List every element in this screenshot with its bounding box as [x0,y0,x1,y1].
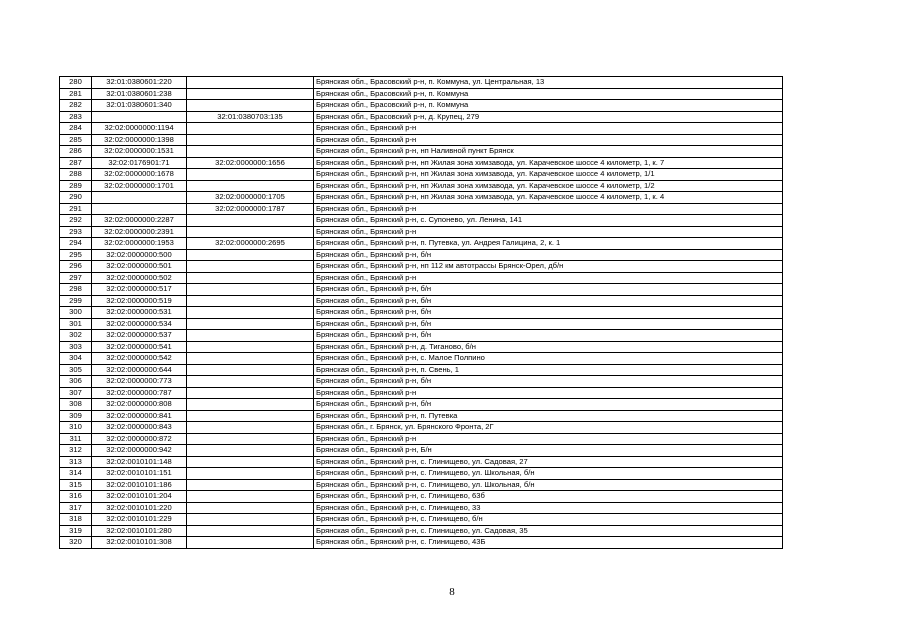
cadastral-number-cell: 32:02:0176901:71 [92,157,187,169]
cadastral-number-cell [92,192,187,204]
address-cell: Брянская обл., Брянский р-н [314,387,783,399]
table-row [60,502,783,514]
new-cadastral-number-cell [187,456,314,468]
new-cadastral-number-cell [187,100,314,112]
cadastral-number-cell: 32:02:0010101:280 [92,525,187,537]
cadastral-number-cell: 32:01:0380601:220 [92,77,187,89]
cadastral-number-cell: 32:02:0000000:2287 [92,215,187,227]
new-cadastral-number-cell: 32:02:0000000:1705 [187,192,314,204]
new-cadastral-number-cell [187,468,314,480]
cadastral-number-cell: 32:02:0010101:204 [92,491,187,503]
address-cell: Брянская обл., Брянский р-н, с. Малое Полпино [314,353,783,365]
address-cell: Брянская обл., Брянский р-н [314,226,783,238]
table-row [60,468,783,480]
new-cadastral-number-cell [187,261,314,273]
new-cadastral-number-cell [187,134,314,146]
new-cadastral-number-cell [187,537,314,549]
cadastral-number-cell: 32:02:0000000:808 [92,399,187,411]
table-row [60,364,783,376]
row-number-cell: 312 [60,445,92,457]
table-row [60,238,783,250]
row-number-cell: 300 [60,307,92,319]
cadastral-number-cell: 32:02:0000000:843 [92,422,187,434]
row-number-cell: 285 [60,134,92,146]
cadastral-number-cell: 32:02:0000000:531 [92,307,187,319]
address-cell: Брянская обл., Брянский р-н, с. Глинищево, б/н [314,514,783,526]
table-row [60,77,783,89]
new-cadastral-number-cell [187,284,314,296]
row-number-cell: 291 [60,203,92,215]
cadastral-number-cell: 32:02:0000000:2391 [92,226,187,238]
cadastral-number-cell: 32:02:0000000:787 [92,387,187,399]
cadastral-number-cell: 32:02:0000000:1194 [92,123,187,135]
row-number-cell: 288 [60,169,92,181]
new-cadastral-number-cell [187,249,314,261]
row-number-cell: 304 [60,353,92,365]
table-row [60,88,783,100]
cadastral-number-cell: 32:01:0380601:238 [92,88,187,100]
table-row [60,134,783,146]
address-cell: Брянская обл., Брянский р-н, с. Глинищево, ул. Садовая, 27 [314,456,783,468]
table-row [60,479,783,491]
cadastral-number-cell: 32:02:0000000:872 [92,433,187,445]
table-row [60,330,783,342]
row-number-cell: 282 [60,100,92,112]
row-number-cell: 310 [60,422,92,434]
cadastral-number-cell: 32:02:0000000:942 [92,445,187,457]
table-row [60,203,783,215]
table-row [60,272,783,284]
table-row [60,180,783,192]
row-number-cell: 305 [60,364,92,376]
address-cell: Брянская обл., Брянский р-н, с. Глинищево, ул. Школьная, б/н [314,479,783,491]
address-cell: Брянская обл., г. Брянск, ул. Брянского Фронта, 2Г [314,422,783,434]
address-cell: Брянская обл., Брасовский р-н, п. Коммуна [314,100,783,112]
row-number-cell: 287 [60,157,92,169]
new-cadastral-number-cell [187,364,314,376]
new-cadastral-number-cell [187,433,314,445]
table-row [60,249,783,261]
cadastral-number-cell: 32:01:0380601:340 [92,100,187,112]
address-cell: Брянская обл., Брянский р-н, б/н [314,284,783,296]
address-cell: Брянская обл., Брянский р-н, б/н [314,399,783,411]
row-number-cell: 293 [60,226,92,238]
cadastral-number-cell: 32:02:0000000:501 [92,261,187,273]
table-row [60,353,783,365]
address-cell: Брянская обл., Брянский р-н, с. Глинищево, 43Б [314,537,783,549]
new-cadastral-number-cell [187,341,314,353]
new-cadastral-number-cell [187,330,314,342]
address-cell: Брянская обл., Брасовский р-н, п. Коммуна, ул. Центральная, 13 [314,77,783,89]
table-row [60,410,783,422]
row-number-cell: 298 [60,284,92,296]
table-row [60,192,783,204]
address-cell: Брянская обл., Брянский р-н, с. Глинищево, 33 [314,502,783,514]
address-cell: Брянская обл., Брянский р-н, с. Глинищево, ул. Школьная, б/н [314,468,783,480]
address-cell: Брянская обл., Брянский р-н, нп Жилая зона химзавода, ул. Карачевское шоссе 4 километр, 1/2 [314,180,783,192]
address-cell: Брянская обл., Брянский р-н [314,272,783,284]
new-cadastral-number-cell [187,307,314,319]
row-number-cell: 286 [60,146,92,158]
table-row [60,422,783,434]
new-cadastral-number-cell [187,502,314,514]
table-row [60,146,783,158]
table-row [60,525,783,537]
address-cell: Брянская обл., Брянский р-н, нп Наливной пункт Брянск [314,146,783,158]
cadastral-number-cell: 32:02:0010101:148 [92,456,187,468]
row-number-cell: 314 [60,468,92,480]
cadastral-number-cell: 32:02:0000000:773 [92,376,187,388]
address-cell: Брянская обл., Брянский р-н, п. Путевка, ул. Андрея Галицина, 2, к. 1 [314,238,783,250]
new-cadastral-number-cell [187,88,314,100]
new-cadastral-number-cell [187,445,314,457]
cadastral-table [59,76,783,549]
table-row [60,123,783,135]
new-cadastral-number-cell: 32:01:0380703:135 [187,111,314,123]
new-cadastral-number-cell [187,491,314,503]
row-number-cell: 303 [60,341,92,353]
cadastral-number-cell: 32:02:0000000:841 [92,410,187,422]
new-cadastral-number-cell [187,525,314,537]
page-number: 8 [449,586,455,598]
row-number-cell: 297 [60,272,92,284]
address-cell: Брянская обл., Брасовский р-н, п. Коммуна [314,88,783,100]
row-number-cell: 309 [60,410,92,422]
new-cadastral-number-cell [187,226,314,238]
table-row [60,295,783,307]
cadastral-number-cell: 32:02:0000000:537 [92,330,187,342]
row-number-cell: 299 [60,295,92,307]
new-cadastral-number-cell: 32:02:0000000:1787 [187,203,314,215]
cadastral-number-cell: 32:02:0000000:644 [92,364,187,376]
address-cell: Брянская обл., Брянский р-н, нп Жилая зона химзавода, ул. Карачевское шоссе 4 километр, 1, к. 7 [314,157,783,169]
address-cell: Брянская обл., Брянский р-н, с. Супонево, ул. Ленина, 141 [314,215,783,227]
new-cadastral-number-cell [187,399,314,411]
row-number-cell: 306 [60,376,92,388]
address-cell: Брянская обл., Брянский р-н, нп 112 км автотрассы Брянск-Орел, дб/н [314,261,783,273]
address-cell: Брянская обл., Брянский р-н [314,123,783,135]
row-number-cell: 283 [60,111,92,123]
cadastral-number-cell: 32:02:0000000:1678 [92,169,187,181]
row-number-cell: 290 [60,192,92,204]
cadastral-number-cell: 32:02:0000000:1701 [92,180,187,192]
table-row [60,514,783,526]
cadastral-number-cell: 32:02:0000000:502 [92,272,187,284]
row-number-cell: 302 [60,330,92,342]
row-number-cell: 317 [60,502,92,514]
cadastral-number-cell: 32:02:0000000:1953 [92,238,187,250]
address-cell: Брянская обл., Брянский р-н, Б/н [314,445,783,457]
cadastral-number-cell: 32:02:0010101:151 [92,468,187,480]
row-number-cell: 313 [60,456,92,468]
table-row [60,376,783,388]
new-cadastral-number-cell [187,514,314,526]
table-row [60,387,783,399]
row-number-cell: 296 [60,261,92,273]
row-number-cell: 289 [60,180,92,192]
row-number-cell: 307 [60,387,92,399]
address-cell: Брянская обл., Брянский р-н, п. Путевка [314,410,783,422]
new-cadastral-number-cell [187,479,314,491]
row-number-cell: 292 [60,215,92,227]
address-cell: Брянская обл., Брянский р-н, б/н [314,376,783,388]
address-cell: Брянская обл., Брянский р-н, с. Глинищево, ул. Садовая, 35 [314,525,783,537]
new-cadastral-number-cell [187,77,314,89]
cadastral-number-cell [92,203,187,215]
cadastral-number-cell: 32:02:0000000:517 [92,284,187,296]
cadastral-table-body [60,77,783,549]
new-cadastral-number-cell: 32:02:0000000:2695 [187,238,314,250]
cadastral-number-cell: 32:02:0010101:186 [92,479,187,491]
row-number-cell: 284 [60,123,92,135]
table-row [60,318,783,330]
row-number-cell: 280 [60,77,92,89]
cadastral-number-cell: 32:02:0010101:229 [92,514,187,526]
table-row [60,284,783,296]
table-row [60,157,783,169]
new-cadastral-number-cell [187,387,314,399]
table-row [60,307,783,319]
cadastral-number-cell [92,111,187,123]
cadastral-number-cell: 32:02:0000000:1398 [92,134,187,146]
new-cadastral-number-cell [187,180,314,192]
new-cadastral-number-cell: 32:02:0000000:1656 [187,157,314,169]
address-cell: Брянская обл., Брянский р-н, нп Жилая зона химзавода, ул. Карачевское шоссе 4 километр, 1/1 [314,169,783,181]
address-cell: Брянская обл., Брянский р-н, б/н [314,307,783,319]
cadastral-number-cell: 32:02:0000000:534 [92,318,187,330]
table-row [60,261,783,273]
table-row [60,341,783,353]
address-cell: Брянская обл., Брянский р-н, д. Тиганово, б/н [314,341,783,353]
row-number-cell: 320 [60,537,92,549]
address-cell: Брянская обл., Брянский р-н, б/н [314,318,783,330]
table-row [60,456,783,468]
table-row [60,169,783,181]
address-cell: Брянская обл., Брянский р-н, с. Глинищево, 63б [314,491,783,503]
address-cell: Брянская обл., Брянский р-н, нп Жилая зона химзавода, ул. Карачевское шоссе 4 километр, 1, к. 4 [314,192,783,204]
new-cadastral-number-cell [187,272,314,284]
address-cell: Брянская обл., Брасовский р-н, д. Крупец, 279 [314,111,783,123]
cadastral-number-cell: 32:02:0000000:519 [92,295,187,307]
address-cell: Брянская обл., Брянский р-н, б/н [314,249,783,261]
table-row [60,399,783,411]
new-cadastral-number-cell [187,422,314,434]
cadastral-number-cell: 32:02:0000000:541 [92,341,187,353]
row-number-cell: 315 [60,479,92,491]
new-cadastral-number-cell [187,353,314,365]
new-cadastral-number-cell [187,295,314,307]
table-row [60,433,783,445]
address-cell: Брянская обл., Брянский р-н [314,433,783,445]
row-number-cell: 281 [60,88,92,100]
row-number-cell: 318 [60,514,92,526]
row-number-cell: 294 [60,238,92,250]
address-cell: Брянская обл., Брянский р-н [314,134,783,146]
new-cadastral-number-cell [187,410,314,422]
row-number-cell: 319 [60,525,92,537]
new-cadastral-number-cell [187,215,314,227]
table-row [60,445,783,457]
new-cadastral-number-cell [187,318,314,330]
table-row [60,537,783,549]
row-number-cell: 311 [60,433,92,445]
row-number-cell: 295 [60,249,92,261]
table-row [60,215,783,227]
address-cell: Брянская обл., Брянский р-н [314,203,783,215]
table-row [60,111,783,123]
cadastral-number-cell: 32:02:0010101:220 [92,502,187,514]
new-cadastral-number-cell [187,146,314,158]
new-cadastral-number-cell [187,376,314,388]
table-row [60,226,783,238]
address-cell: Брянская обл., Брянский р-н, б/н [314,295,783,307]
row-number-cell: 316 [60,491,92,503]
cadastral-number-cell: 32:02:0000000:500 [92,249,187,261]
address-cell: Брянская обл., Брянский р-н, б/н [314,330,783,342]
row-number-cell: 301 [60,318,92,330]
new-cadastral-number-cell [187,123,314,135]
address-cell: Брянская обл., Брянский р-н, п. Свень, 1 [314,364,783,376]
table-row [60,491,783,503]
table-row [60,100,783,112]
new-cadastral-number-cell [187,169,314,181]
cadastral-number-cell: 32:02:0000000:542 [92,353,187,365]
row-number-cell: 308 [60,399,92,411]
cadastral-number-cell: 32:02:0010101:308 [92,537,187,549]
cadastral-number-cell: 32:02:0000000:1531 [92,146,187,158]
